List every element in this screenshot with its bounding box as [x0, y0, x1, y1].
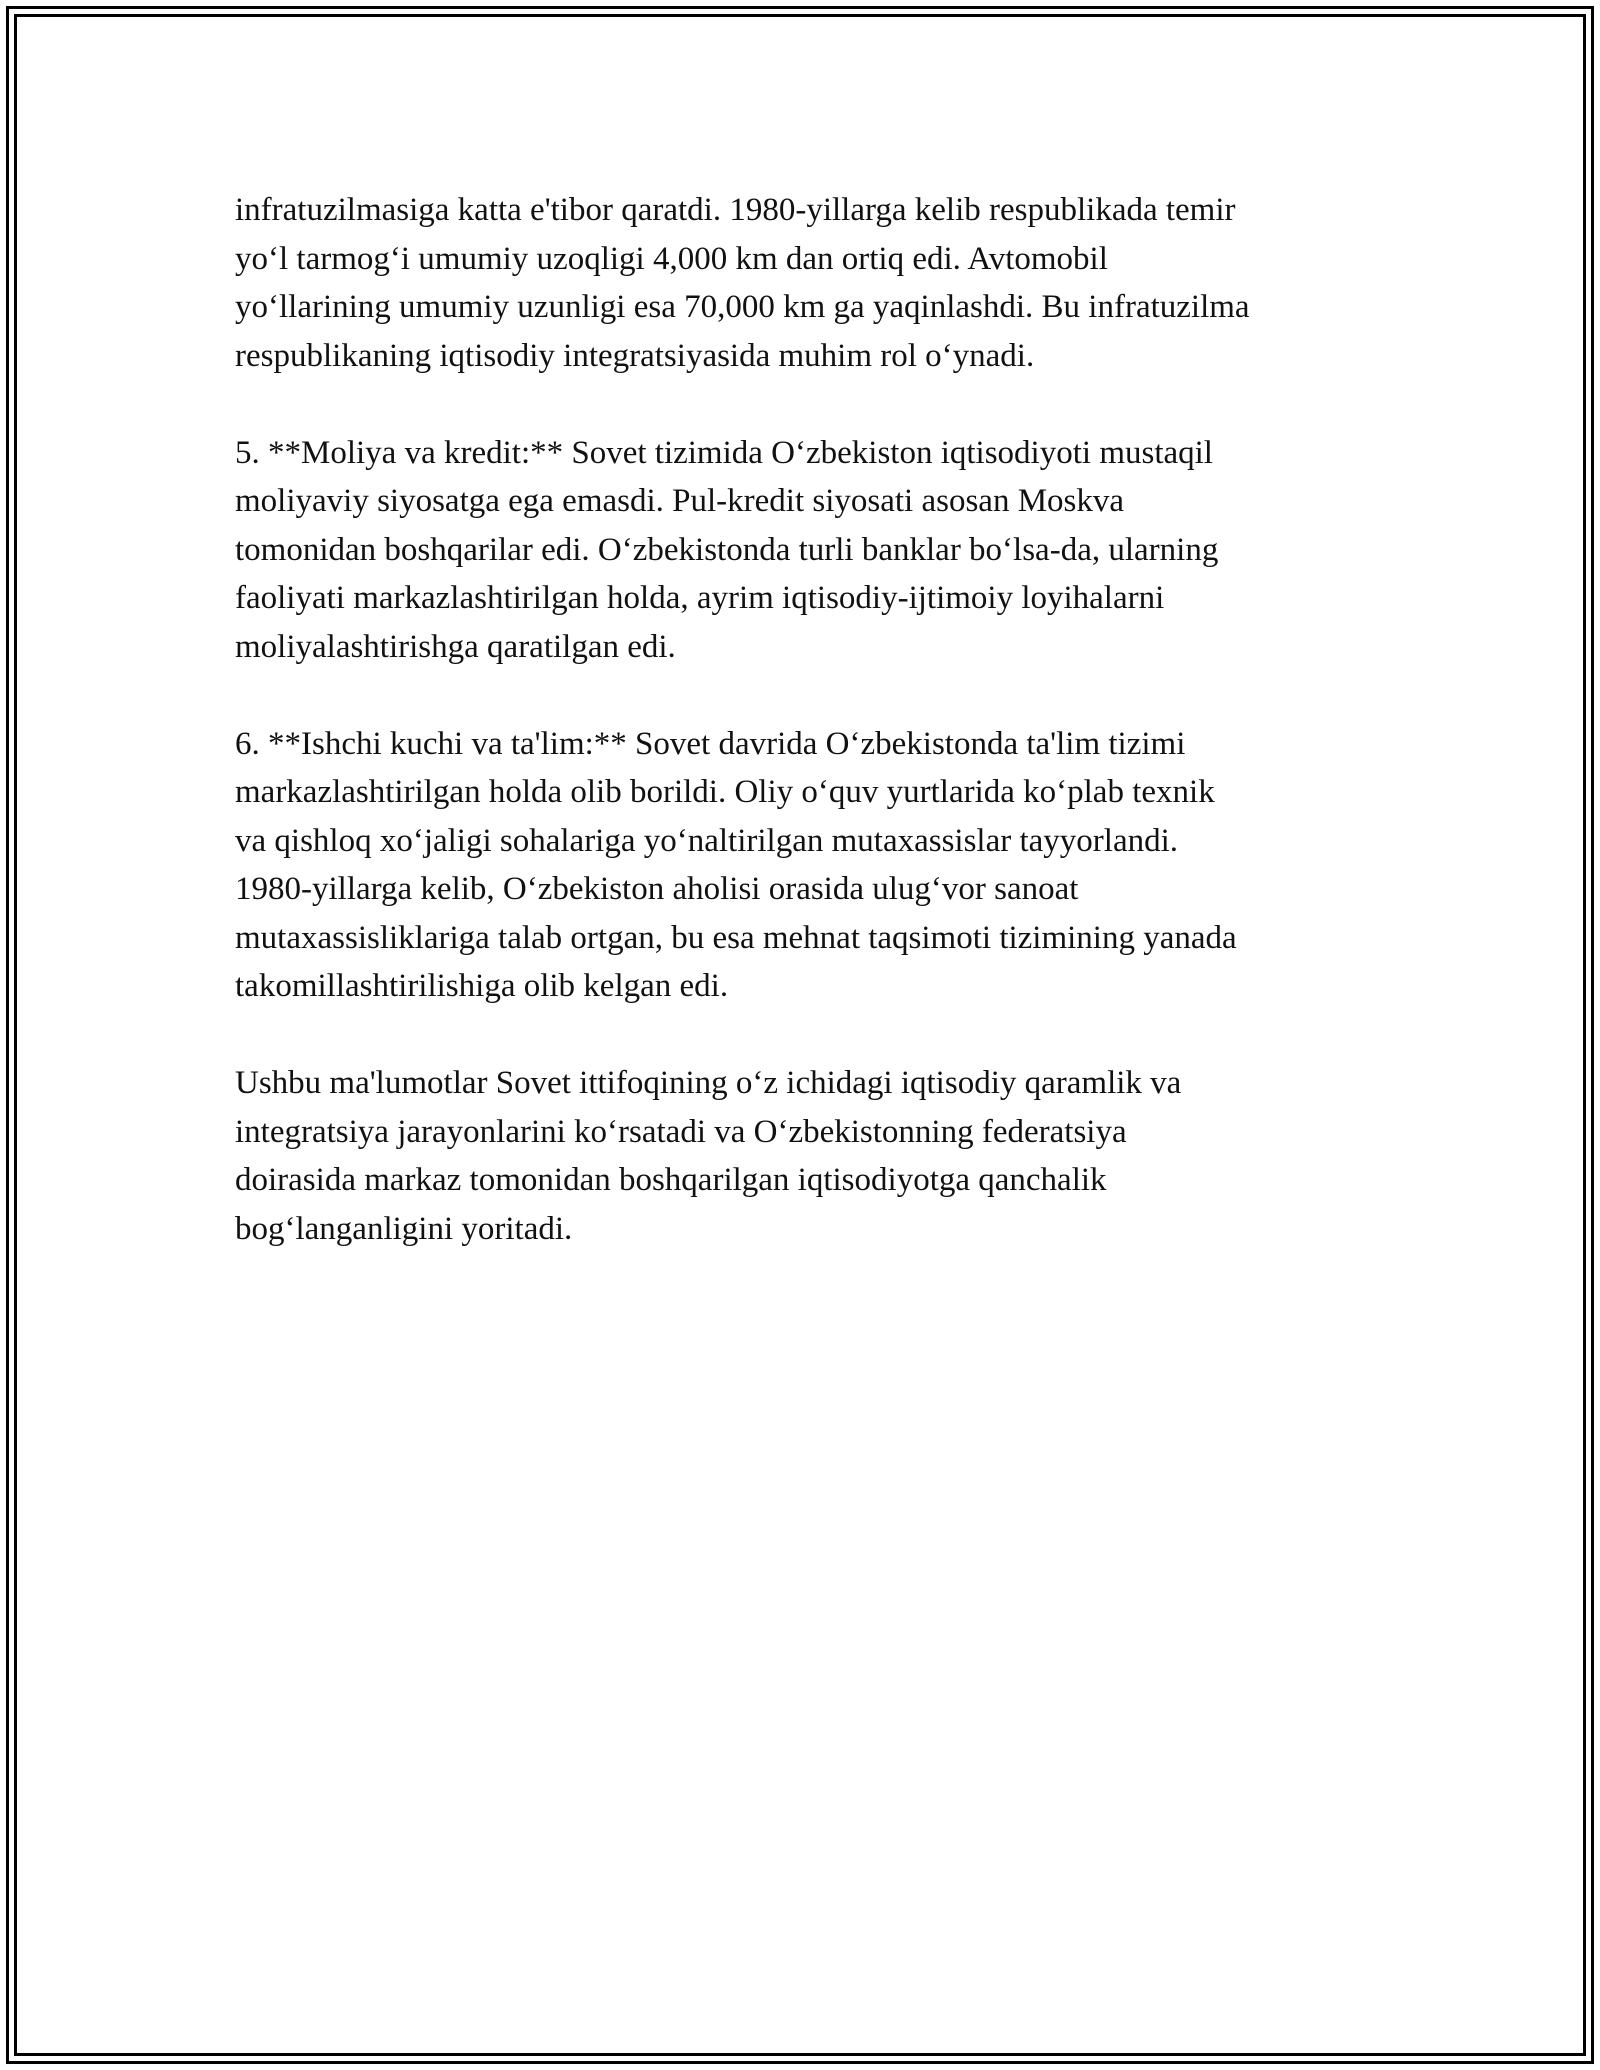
text-line: faoliyati markazlashtirilgan holda, ayrim iqtisodiy-ijtimoiy loyihalarni — [235, 580, 1165, 616]
text-line: bog‘langanligini yoritadi. — [235, 1210, 573, 1247]
text-line: Ushbu ma'lumotlar Sovet ittifoqining o‘z ichidagi iqtisodiy qaramlik va — [235, 1065, 1182, 1101]
text-line: moliyaviy siyosatga ega emasdi. Pul-kredit siyosati asosan Moskva — [235, 483, 1125, 519]
paragraph-infrastructure — [235, 186, 1385, 380]
text-line: 5. **Moliya va kredit:** Sovet tizimida O‘zbekiston iqtisodiyoti mustaqil — [235, 434, 1213, 471]
paragraph-labor-education — [235, 720, 1385, 1011]
text-line: infratuzilmasiga katta e'tibor qaratdi. 1980-yillarga kelib respublikada temir — [235, 192, 1236, 228]
text-line: 6. **Ishchi kuchi va ta'lim:** Sovet davrida O‘zbekistonda ta'lim tizimi — [235, 725, 1186, 762]
text-line: yo‘llarining umumiy uzunligi esa 70,000 km ga yaqinlashdi. Bu infratuzilma — [235, 289, 1250, 325]
text-line: respublikaning iqtisodiy integratsiyasida muhim rol o‘ynadi. — [235, 337, 1035, 374]
text-line: integratsiya jarayonlarini ko‘rsatadi va O‘zbekistonning federatsiya — [235, 1113, 1127, 1150]
text-line: yo‘l tarmog‘i umumiy uzoqligi 4,000 km dan ortiq edi. Avtomobil — [235, 240, 1108, 277]
text-line: mutaxassisliklariga talab ortgan, bu esa mehnat taqsimoti tizimining yanada — [235, 919, 1237, 956]
text-line: va qishloq xo‘jaligi sohalariga yo‘naltirilgan mutaxassislar tayyorlandi. — [235, 822, 1179, 859]
paragraph-finance-credit — [235, 429, 1385, 672]
text-line: moliyalashtirishga qaratilgan edi. — [235, 628, 676, 665]
text-line: tomonidan boshqarilar edi. O‘zbekistonda turli banklar bo‘lsa-da, ularning — [235, 531, 1219, 568]
text-line: 1980-yillarga kelib, O‘zbekiston aholisi orasida ulug‘vor sanoat — [235, 871, 1079, 907]
text-line: takomillashtirilishiga olib kelgan edi. — [235, 968, 729, 1004]
text-line: doirasida markaz tomonidan boshqarilgan iqtisodiyotga qanchalik — [235, 1162, 1107, 1198]
text-line: markazlashtirilgan holda olib borildi. Oliy o‘quv yurtlarida ko‘plab texnik — [235, 774, 1215, 810]
document-body — [235, 186, 1385, 1302]
paragraph-conclusion — [235, 1059, 1385, 1253]
